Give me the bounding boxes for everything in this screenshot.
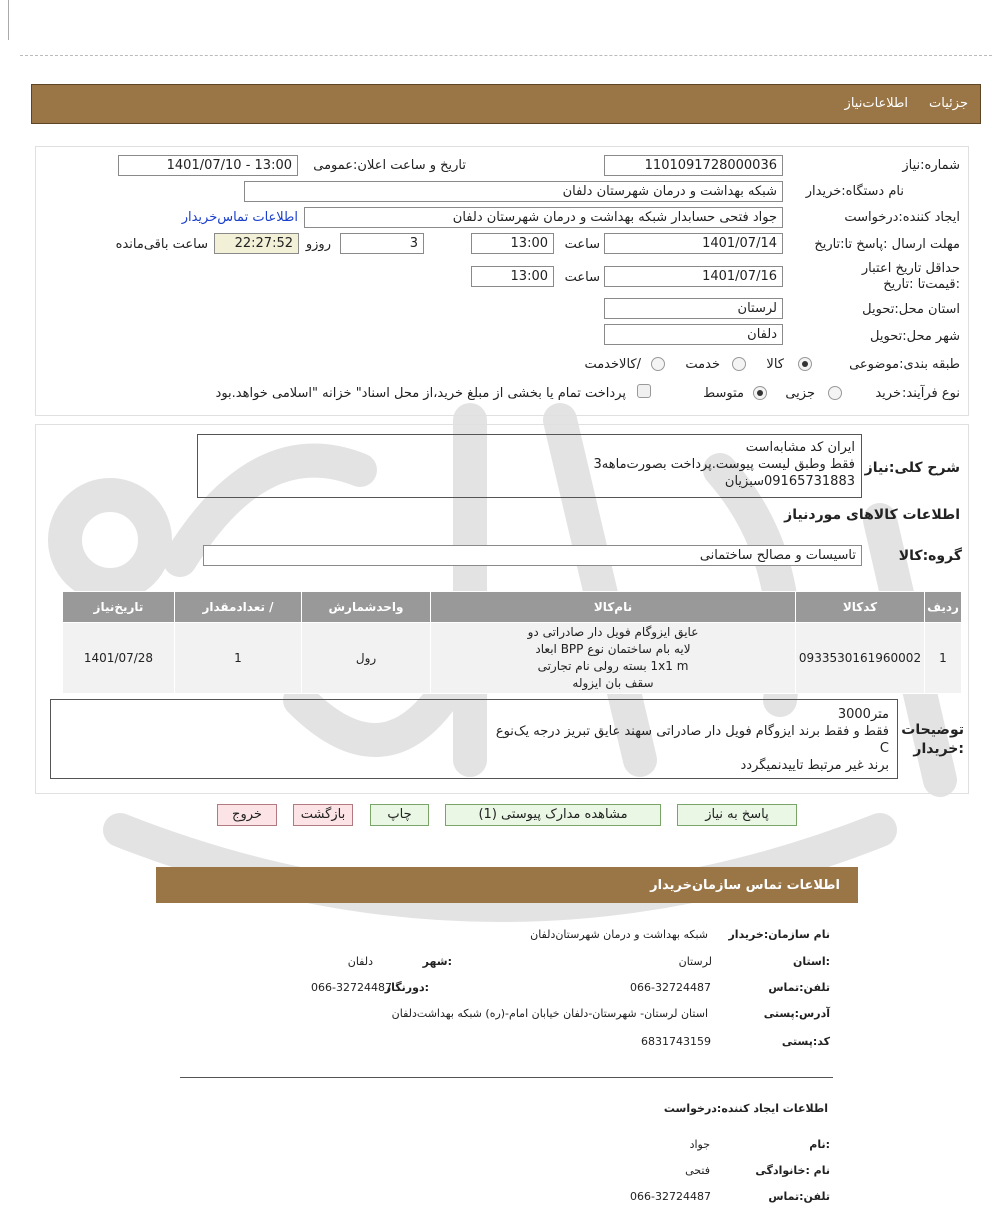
tab-need-info[interactable]: اطلاعات‌نیاز bbox=[844, 96, 908, 111]
buyer-notes-label-2: :خریدار bbox=[913, 741, 964, 757]
contact-province-label: :استان bbox=[793, 955, 830, 968]
general-desc-box bbox=[197, 434, 862, 498]
reply-button[interactable]: پاسخ به نیاز bbox=[677, 804, 797, 826]
contact-city-label: :شهر bbox=[422, 955, 452, 968]
row-name-line-3: 1x1 m بسته رولی نام تجارتی bbox=[537, 659, 689, 673]
contact-org-value: شبکه بهداشت و درمان شهرستان‌دلفان bbox=[530, 928, 708, 941]
creator-family-label: نام :خانوادگی bbox=[755, 1164, 830, 1177]
goods-table bbox=[62, 591, 962, 694]
back-button[interactable]: بازگشت bbox=[293, 804, 353, 826]
notes-line-2: فقط و فقط برند ایزوگام فویل دار صادراتی سهند عایق تبریز درجه یک‌نوع bbox=[495, 724, 889, 739]
row-name-line-2: لایه بام ساختمان نوع BPP ابعاد bbox=[535, 642, 691, 656]
category-service-label: خدمت bbox=[685, 357, 720, 372]
notes-line-1: متر3000 bbox=[837, 707, 889, 722]
process-buy-label: خرید bbox=[875, 386, 901, 401]
creator-phone-label: تلفن:تماس bbox=[768, 1190, 830, 1203]
creator-info-title: اطلاعات ایجاد کننده:درخواست bbox=[663, 1102, 828, 1115]
exit-button[interactable]: خروج bbox=[217, 804, 277, 826]
col-date: تاریخ‌نیاز bbox=[63, 592, 175, 623]
table-row bbox=[63, 623, 962, 694]
row-name bbox=[431, 623, 796, 694]
contact-city-value: دلفان bbox=[347, 955, 373, 968]
process-minor-radio[interactable] bbox=[828, 386, 842, 400]
treasury-payment-checkbox[interactable] bbox=[637, 384, 651, 398]
contact-org-label: نام سازمان:خریدار bbox=[728, 928, 830, 941]
buyer-org-label: نام دستگاه:خریدار bbox=[805, 184, 904, 199]
row-name-line-4: سقف بان ایزوله bbox=[572, 676, 654, 690]
general-desc-label: شرح کلی:نیاز bbox=[864, 460, 960, 476]
col-name: نام‌کالا bbox=[431, 592, 796, 623]
deadline-time-label: ساعت bbox=[564, 237, 600, 252]
table-header-row bbox=[63, 592, 962, 623]
category-goods-label: کالا bbox=[766, 357, 784, 372]
row-code: 0933530161960002 bbox=[796, 623, 925, 694]
desc-line-3: 09165731883سبزیان bbox=[724, 474, 855, 489]
validity-date-field: 1401/07/16 bbox=[604, 266, 783, 287]
process-medium-label: متوسط bbox=[703, 386, 744, 401]
contact-address-value: استان لرستان- شهرستان-دلفان خیابان امام-(ره) شبکه بهداشت‌دلفان bbox=[391, 1007, 708, 1020]
creator-family-value: فتحی bbox=[685, 1164, 710, 1177]
need-number-label: شماره:نیاز bbox=[902, 158, 960, 173]
row-qty: 1 bbox=[175, 623, 302, 694]
goods-group-label: گروه:کالا bbox=[898, 548, 962, 564]
col-qty: / تعدادمقدار bbox=[175, 592, 302, 623]
left-border bbox=[8, 0, 9, 40]
validity-label: حداقل تاریخ اعتبار :قیمت‌تا :تاریخ bbox=[861, 261, 960, 292]
category-label: طبقه بندی:موضوعی bbox=[849, 357, 960, 372]
category-goods-radio[interactable] bbox=[798, 357, 812, 371]
days-field: 3 bbox=[340, 233, 424, 254]
process-minor-label: جزیی bbox=[785, 386, 815, 401]
announce-label: تاریخ و ساعت اعلان:عمومی bbox=[313, 158, 466, 173]
creator-field: جواد فتحی حسابدار شبکه بهداشت و درمان شهرستان دلفان bbox=[304, 207, 783, 228]
contact-title-bar bbox=[156, 867, 858, 903]
category-both-label: /کالاخدمت bbox=[584, 357, 641, 372]
contact-divider bbox=[180, 1077, 833, 1078]
header-bar bbox=[31, 84, 981, 124]
contact-phone-label: تلفن:تماس bbox=[768, 981, 830, 994]
tab-details[interactable]: جزئیات bbox=[929, 96, 968, 111]
view-attachments-button[interactable]: مشاهده مدارک پیوستی (1) bbox=[445, 804, 661, 826]
category-both-radio[interactable] bbox=[651, 357, 665, 371]
contact-postal-label: کد:پستی bbox=[781, 1035, 830, 1048]
row-date: 1401/07/28 bbox=[63, 623, 175, 694]
goods-group-field: تاسیسات و مصالح ساختمانی bbox=[203, 545, 862, 566]
print-button[interactable]: چاپ bbox=[370, 804, 429, 826]
deadline-time-field: 13:00 bbox=[471, 233, 554, 254]
col-unit: واحدشمارش bbox=[302, 592, 431, 623]
contact-fax-value: 066-32724487 bbox=[311, 981, 392, 994]
notes-line-3: C bbox=[879, 741, 889, 756]
creator-label: ایجاد کننده:درخواست bbox=[844, 210, 960, 225]
desc-line-1: ایران کد مشابه‌است bbox=[745, 440, 855, 455]
creator-phone-value: 066-32724487 bbox=[630, 1190, 711, 1203]
category-service-radio[interactable] bbox=[732, 357, 746, 371]
contact-fax-label: :دورنگار bbox=[384, 981, 429, 994]
row-index: 1 bbox=[925, 623, 962, 694]
contact-title: اطلاعات تماس سازمان‌خریدار bbox=[650, 878, 840, 893]
contact-postal-value: 6831743159 bbox=[641, 1035, 711, 1048]
announce-field: 1401/07/10 - 13:00 bbox=[118, 155, 298, 176]
contact-address-label: آدرس:پستی bbox=[763, 1007, 830, 1020]
province-label: استان محل:تحویل bbox=[862, 302, 960, 317]
validity-time-field: 13:00 bbox=[471, 266, 554, 287]
validity-time-label: ساعت bbox=[564, 270, 600, 285]
contact-phone-value: 066-32724487 bbox=[630, 981, 711, 994]
row-name-line-1: عایق ایزوگام فویل دار صادراتی دو bbox=[527, 625, 699, 639]
buyer-org-field: شبکه بهداشت و درمان شهرستان دلفان bbox=[244, 181, 783, 202]
col-index: ردیف bbox=[925, 592, 962, 623]
deadline-date-field: 1401/07/14 bbox=[604, 233, 783, 254]
deadline-label: مهلت ارسال :پاسخ تا:تاریخ bbox=[814, 237, 960, 252]
contact-province-value: لرستان bbox=[678, 955, 712, 968]
process-label: نوع فرآیند: bbox=[902, 386, 960, 401]
creator-name-value: جواد bbox=[689, 1138, 710, 1151]
treasury-payment-note: پرداخت تمام یا بخشی از مبلغ خرید،از محل اسناد" خزانه "اسلامی خواهد.بود bbox=[215, 386, 626, 401]
buyer-contact-link[interactable]: اطلاعات تماس‌خریدار bbox=[181, 210, 298, 225]
goods-info-title: اطلاعات کالاهای موردنیاز bbox=[784, 507, 960, 523]
need-number-field: 1101091728000036 bbox=[604, 155, 783, 176]
remaining-time-field: 22:27:52 bbox=[214, 233, 299, 254]
col-code: کدکالا bbox=[796, 592, 925, 623]
city-field: دلفان bbox=[604, 324, 783, 345]
remaining-label: ساعت باقی‌مانده bbox=[115, 237, 208, 252]
buyer-notes-box bbox=[50, 699, 898, 779]
city-label: شهر محل:تحویل bbox=[870, 329, 960, 344]
row-unit: رول bbox=[302, 623, 431, 694]
province-field: لرستان bbox=[604, 298, 783, 319]
notes-line-4: برند غیر مرتبط تاییدنمیگردد bbox=[740, 758, 889, 773]
buyer-notes-label-1: توضیحات bbox=[901, 722, 964, 738]
day-and-label: روزو bbox=[305, 237, 331, 252]
process-medium-radio[interactable] bbox=[753, 386, 767, 400]
desc-line-2: فقط وطبق لیست پیوست.پرداخت بصورت‌ماهه3 bbox=[593, 457, 855, 472]
creator-name-label: :نام bbox=[809, 1138, 830, 1151]
top-divider bbox=[20, 55, 992, 56]
